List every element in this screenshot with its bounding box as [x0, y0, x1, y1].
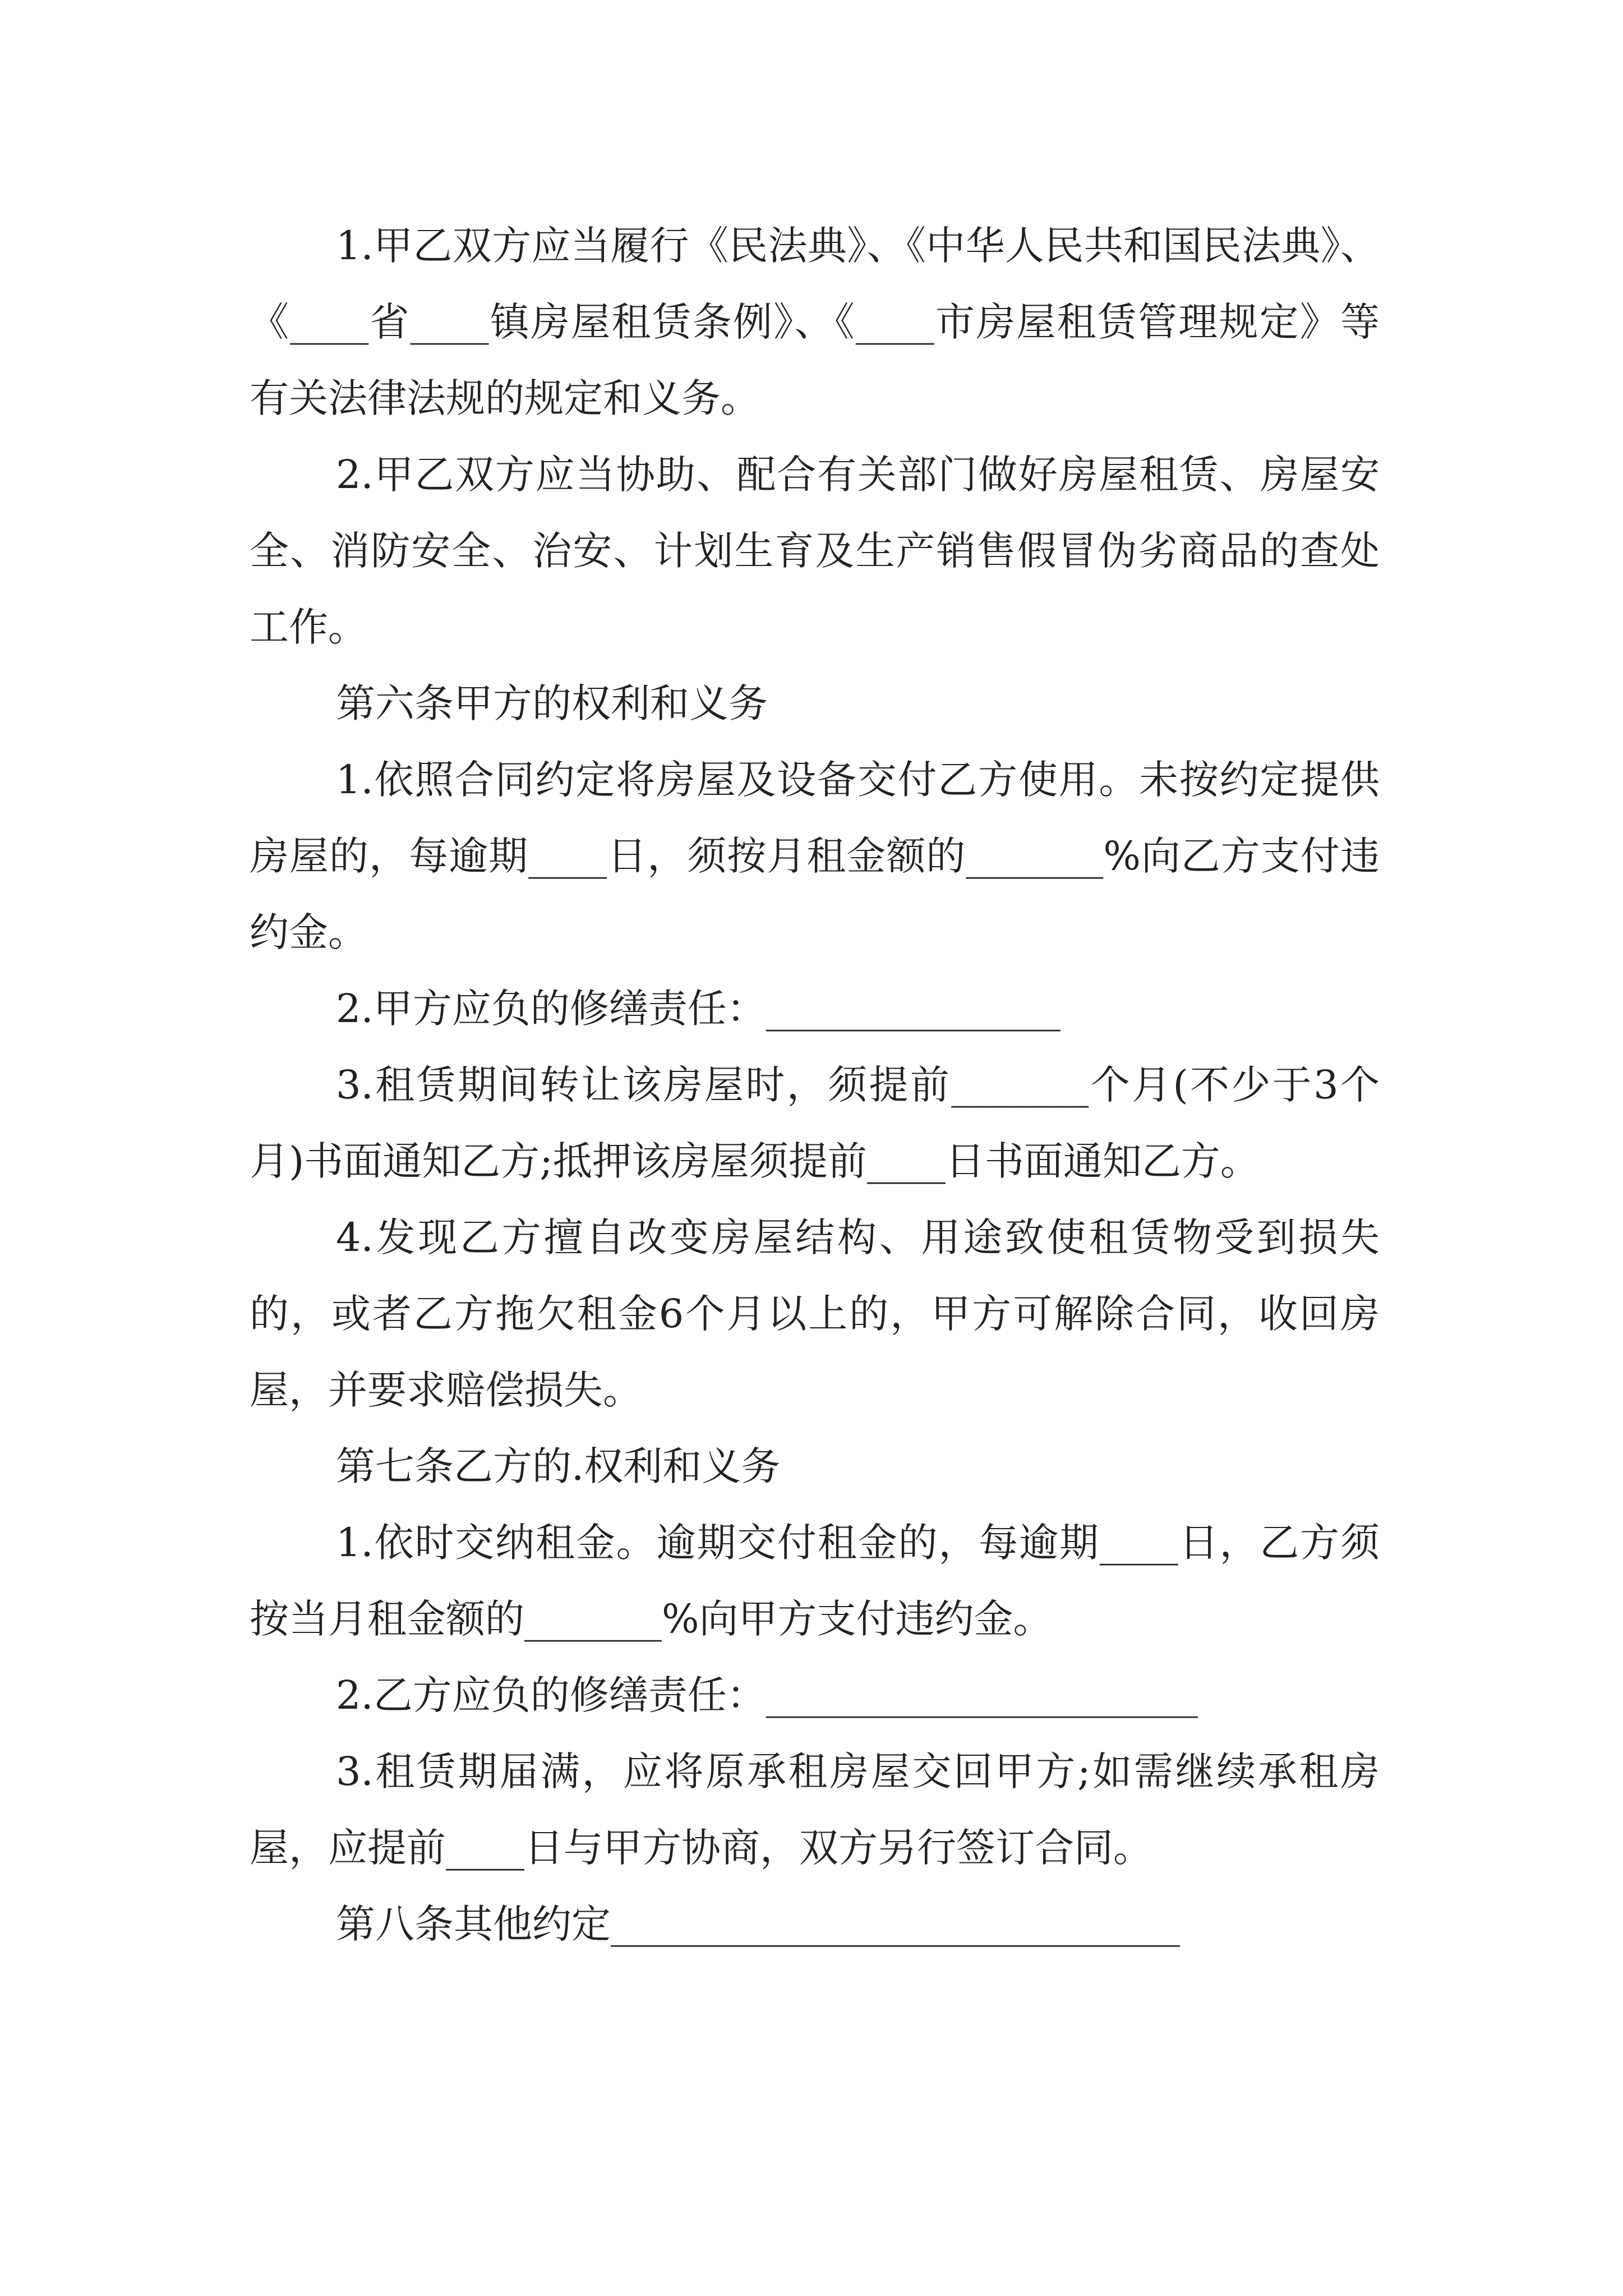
article-7-heading: 第七条乙方的.权利和义务 — [336, 1443, 781, 1489]
article-6-item-4: 4.发现乙方擅自改变房屋结构、用途致使租赁物受到损失的，或者乙方拖欠租金6个月以上的，甲方可解除合同，收回房屋，并要求赔偿损失。 — [250, 1214, 1380, 1413]
article-6-heading: 第六条甲方的权利和义务 — [336, 680, 768, 726]
article-7-item-2: 2.乙方应负的修缮责任：______________________ — [336, 1672, 1198, 1718]
document-body — [250, 208, 1380, 1962]
article-6-item-3: 3.租赁期间转让该房屋时，须提前_______个月(不少于3个月)书面通知乙方;抵押该房屋须提前____日书面通知乙方。 — [250, 1062, 1380, 1184]
article-7-item-1: 1.依时交纳租金。逾期交付租金的，每逾期____日，乙方须按当月租金额的_______%向甲方支付违约金。 — [250, 1520, 1380, 1642]
clause-1-laws: 1.甲乙双方应当履行《民法典》、《中华人民共和国民法典》、《____省____镇房屋租赁条例》、《____市房屋租赁管理规定》等有关法律法规的规定和义务。 — [250, 223, 1380, 421]
article-6-item-1: 1.依照合同约定将房屋及设备交付乙方使用。未按约定提供房屋的，每逾期____日，须按月租金额的_______%向乙方支付违约金。 — [250, 757, 1380, 955]
article-6-item-2: 2.甲方应负的修缮责任：_______________ — [336, 986, 1061, 1032]
article-8-heading: 第八条其他约定_____________________________ — [336, 1901, 1180, 1947]
article-7-item-3: 3.租赁期届满，应将原承租房屋交回甲方;如需继续承租房屋，应提前____日与甲方协商，双方另行签订合同。 — [250, 1749, 1380, 1871]
clause-2-cooperation: 2.甲乙双方应当协助、配合有关部门做好房屋租赁、房屋安全、消防安全、治安、计划生育及生产销售假冒伪劣商品的查处工作。 — [250, 452, 1380, 650]
